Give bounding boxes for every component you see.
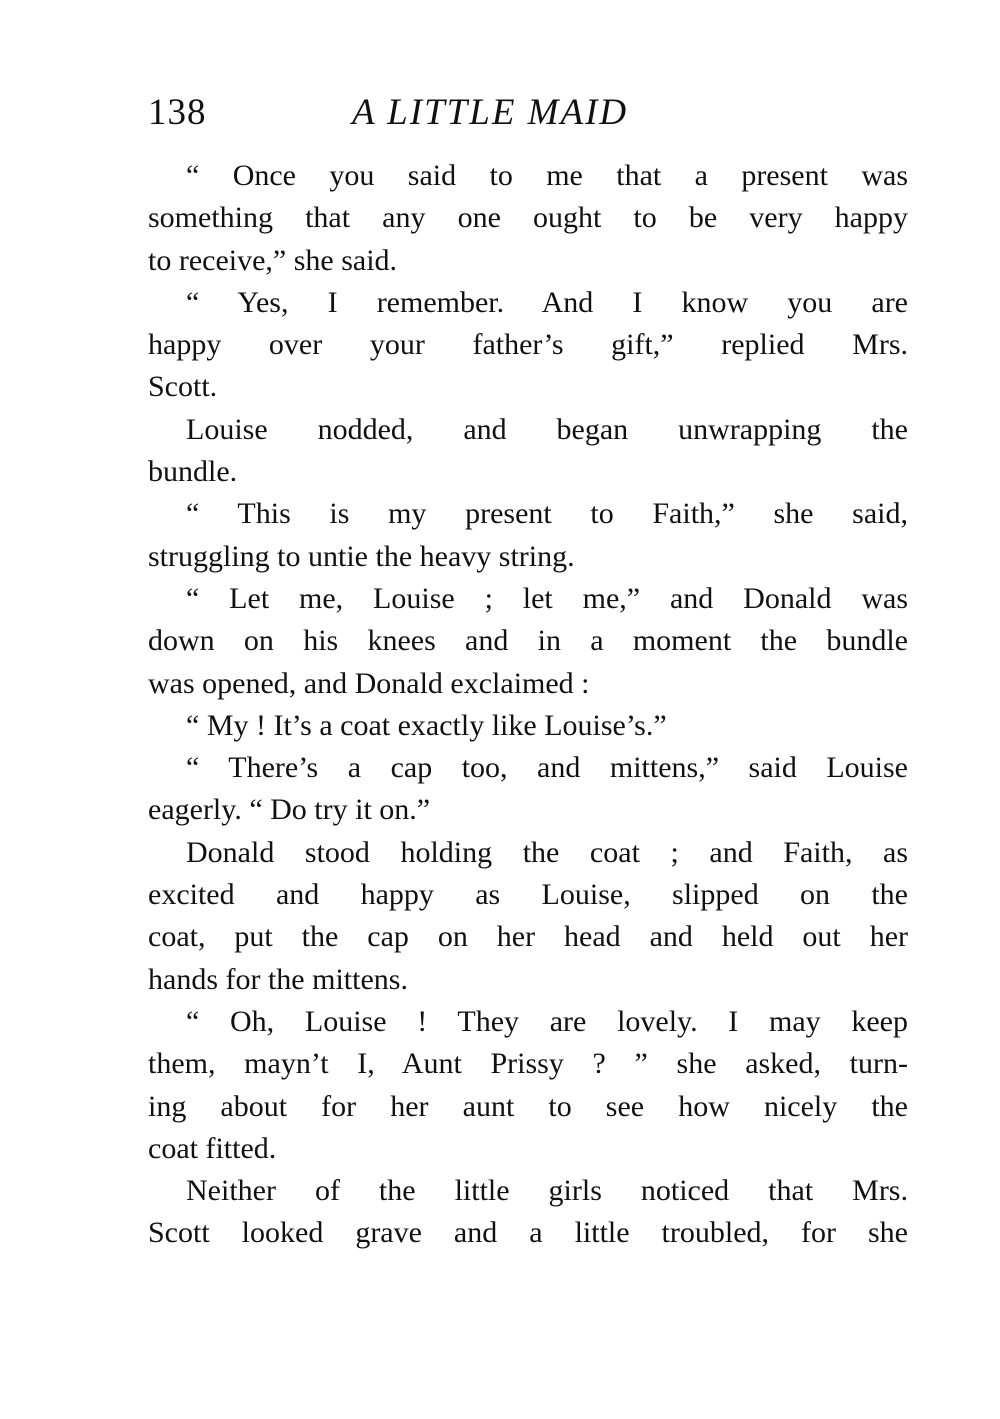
body-text [148, 155, 908, 1255]
text-line: down on his knees and in a moment the bundle [148, 624, 908, 658]
text-line: excited and happy as Louise, slipped on the [148, 878, 908, 912]
text-line: “ Yes, I remember. And I know you are [186, 285, 908, 319]
text-line: happy over your father’s gift,” replied Mrs. [148, 328, 908, 362]
text-line: struggling to untie the heavy string. [148, 539, 575, 573]
text-line: “ Let me, Louise ; let me,” and Donald was [186, 581, 908, 615]
text-line: them, mayn’t I, Aunt Prissy ? ” she asked, turn- [148, 1047, 908, 1081]
text-line: coat fitted. [148, 1131, 277, 1165]
running-head [148, 88, 908, 138]
text-line: Neither of the little girls noticed that Mrs. [186, 1174, 908, 1208]
text-line: Louise nodded, and began unwrapping the [186, 412, 908, 446]
text-line: hands for the mittens. [148, 962, 408, 996]
text-line: “ Oh, Louise ! They are lovely. I may keep [186, 1004, 908, 1038]
text-line: “ Once you said to me that a present was [186, 159, 908, 192]
text-line: “ My ! It’s a coat exactly like Louise’s.” [186, 708, 667, 742]
text-line: to receive,” she said. [148, 243, 398, 277]
text-line: eagerly. “ Do try it on.” [148, 793, 431, 827]
text-line: something that any one ought to be very happy [148, 201, 908, 235]
text-line: Scott. [148, 370, 218, 404]
text-line: Donald stood holding the coat ; and Faith, as [186, 835, 908, 869]
text-line: bundle. [148, 455, 238, 489]
text-line: “ There’s a cap too, and mittens,” said Louise [186, 751, 908, 785]
page-number: 138 [148, 92, 207, 133]
text-line: ing about for her aunt to see how nicely the [148, 1089, 908, 1123]
text-line: was opened, and Donald exclaimed : [148, 666, 590, 700]
text-line: “ This is my present to Faith,” she said, [186, 497, 908, 531]
text-line: Scott looked grave and a little troubled, for she [148, 1216, 908, 1250]
running-title: A LITTLE MAID [352, 92, 629, 133]
text-line: coat, put the cap on her head and held out her [148, 920, 908, 954]
